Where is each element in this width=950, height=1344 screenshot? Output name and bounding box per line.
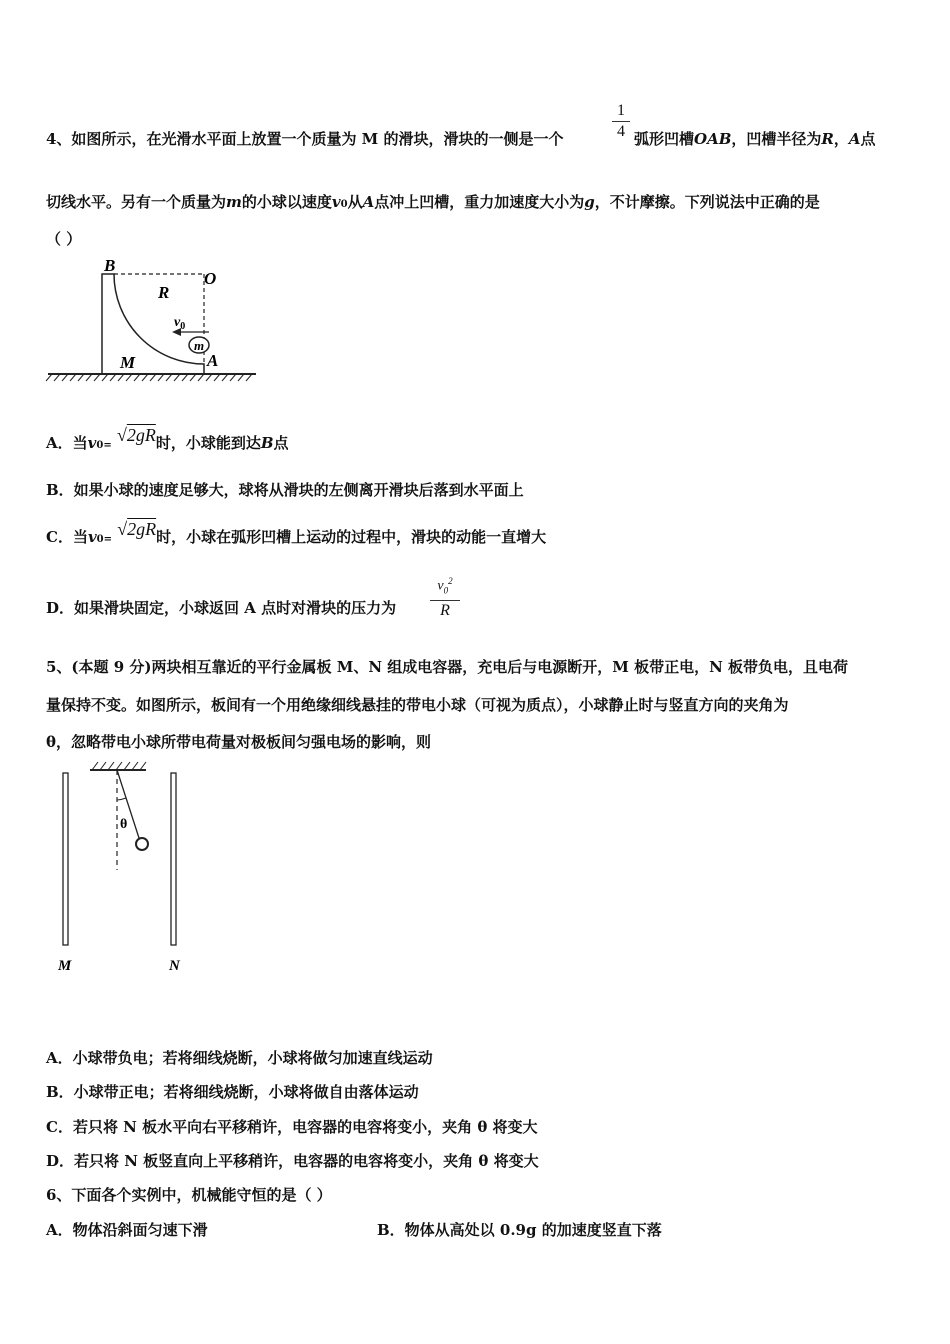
label-M: M [120, 353, 136, 372]
label-B: B [104, 256, 116, 275]
q5-stem-line1: 5、(本题 9 分)两块相互靠近的平行金属板 M、N 组成电容器，充电后与电源断开，M 板带正电，N 板带负电，且电荷 [46, 658, 849, 676]
label-A: A [207, 351, 219, 370]
q5-stem-line2: 量保持不变。如图所示，板间有一个用绝缘细线悬挂的带电小球（可视为质点），小球静止时与竖直方向的夹角为 [46, 696, 789, 714]
q5-stem-line3: θ，忽略带电小球所带电荷量对极板间匀强电场的影响，则 [46, 733, 432, 751]
q5-option-a: A．小球带负电；若将细线烧断，小球将做匀加速直线运动 [46, 1049, 433, 1067]
label-v0: $v_0$ [174, 315, 186, 332]
q4-figure-slider [44, 254, 264, 384]
q4-stem-line1-tail: 弧形凹槽OAB，凹槽半径为R，A点 [634, 130, 876, 148]
q5-figure-capacitor [50, 760, 200, 980]
q5-option-b: B．小球带正电；若将细线烧断，小球将做自由落体运动 [46, 1083, 419, 1101]
q4-option-d-fraction: $v_0^2$ R [430, 572, 460, 620]
label-M: M [58, 958, 72, 974]
plate-M [63, 773, 68, 945]
label-R: R [158, 283, 170, 302]
q4-option-a: A．当v0= √2gR时，小球能到达B点 [46, 425, 289, 452]
charged-ball [136, 838, 148, 850]
q5-option-c: C．若只将 N 板水平向右平移稍许，电容器的电容将变小，夹角 θ 将变大 [46, 1118, 538, 1136]
label-theta: θ [120, 817, 128, 832]
sqrt-2gR: √2gR [117, 519, 157, 539]
plate-N [171, 773, 176, 945]
q4-answer-paren: （ ） [46, 230, 82, 248]
label-O: O [204, 269, 217, 288]
label-N: N [169, 958, 180, 974]
slider-body [102, 274, 204, 374]
label-m: m [194, 338, 205, 353]
fraction-denominator: 4 [617, 123, 625, 140]
q6-option-a: A．物体沿斜面匀速下滑 [46, 1221, 208, 1239]
q4-option-b: B．如果小球的速度足够大，球将从滑块的左侧离开滑块后落到水平面上 [46, 481, 524, 499]
q6-stem: 6、下面各个实例中，机械能守恒的是（ ） [46, 1186, 332, 1204]
q5-option-d: D．若只将 N 板竖直向上平移稍许，电容器的电容将变小，夹角 θ 将变大 [46, 1152, 539, 1170]
q6-option-b: B．物体从高处以 0.9g 的加速度竖直下落 [377, 1221, 662, 1239]
q4-option-d: D．如果滑块固定，小球返回 A 点时对滑块的压力为 [46, 599, 397, 617]
sqrt-2gR: √2gR [116, 425, 156, 445]
fraction-numerator: 1 [617, 102, 625, 119]
angle-arc [117, 798, 126, 800]
q4-stem-line2: 切线水平。另有一个质量为m的小球以速度v0从A点冲上凹槽，重力加速度大小为g，不计摩擦。下列说法中正确的是 [46, 193, 820, 211]
q4-option-c: C．当v0= √2gR时，小球在弧形凹槽上运动的过程中，滑块的动能一直增大 [46, 519, 547, 546]
q4-stem-line1: 4、如图所示，在光滑水平面上放置一个质量为 M 的滑块，滑块的一侧是一个 [46, 130, 564, 148]
q4-fraction-quarter [612, 102, 630, 141]
ground-hatching [46, 374, 252, 381]
ceiling-hatching [92, 762, 146, 770]
